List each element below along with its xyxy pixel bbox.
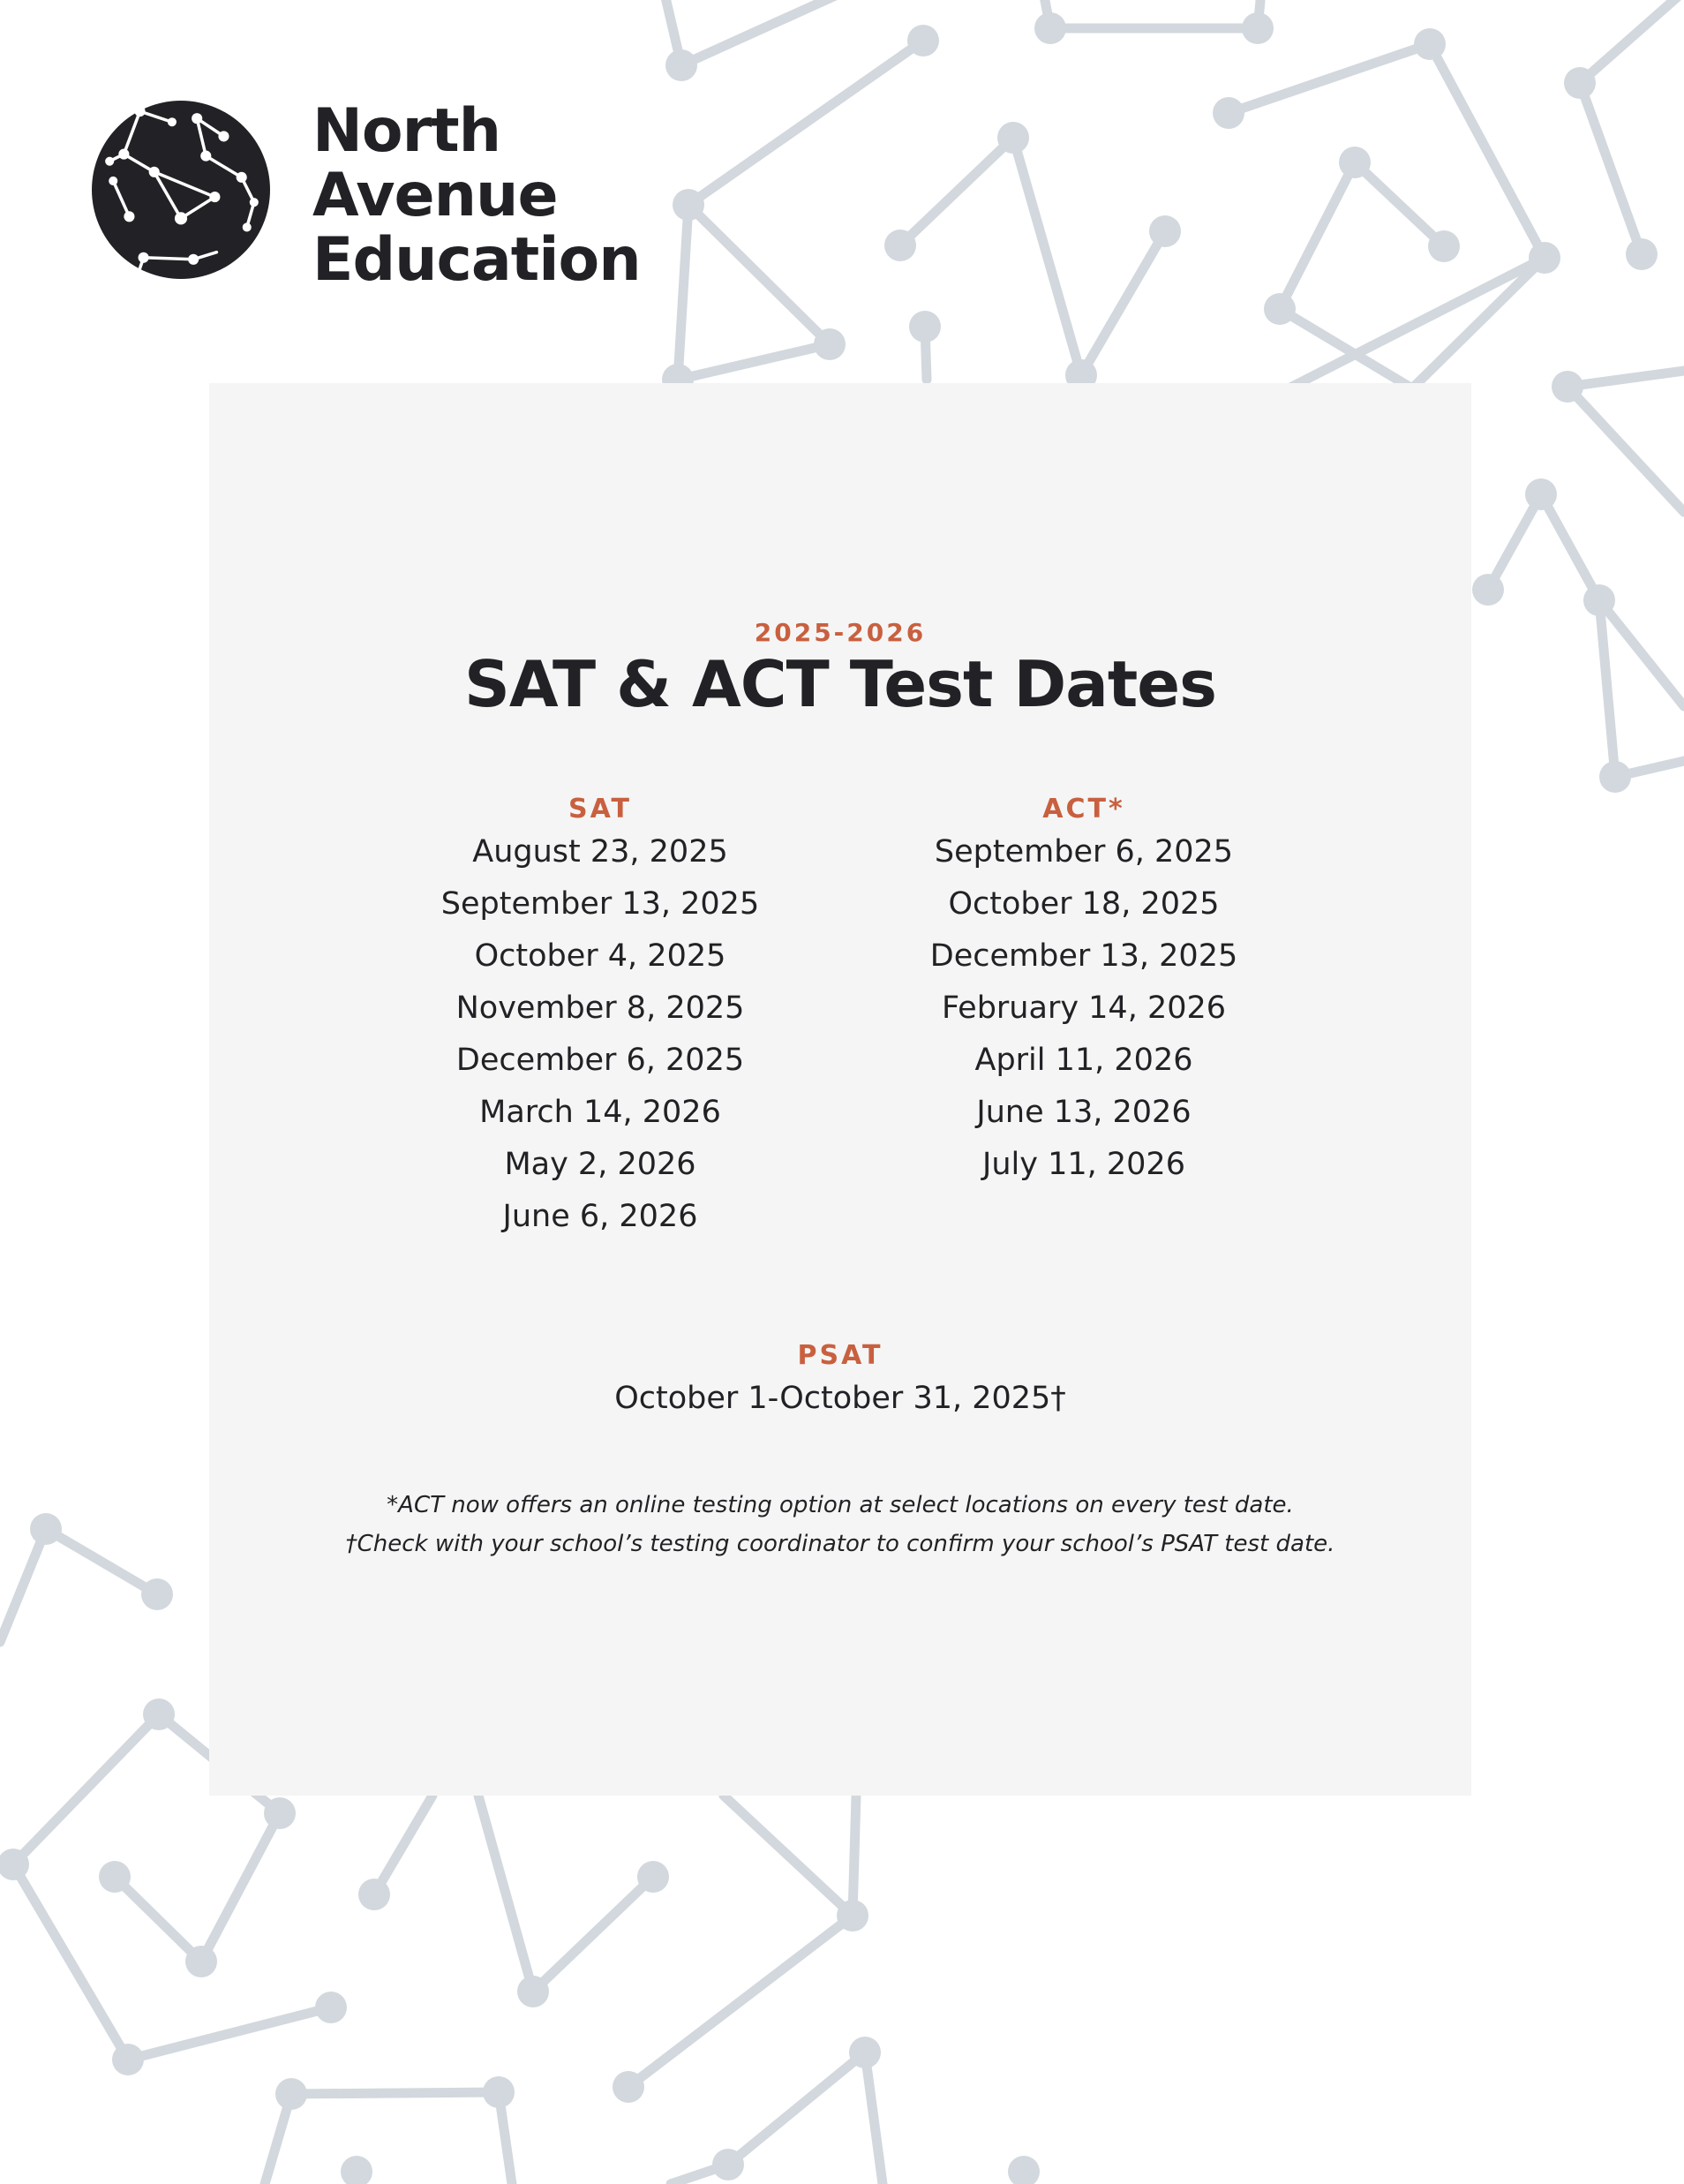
- sat-date-item: May 2, 2026: [504, 1147, 696, 1182]
- act-date-item: December 13, 2025: [929, 938, 1238, 974]
- footnotes: [209, 1486, 1471, 1563]
- sat-dates-column: [380, 793, 821, 1243]
- sat-heading: SAT: [568, 794, 632, 825]
- sat-date-item: March 14, 2026: [479, 1095, 721, 1130]
- psat-heading: PSAT: [797, 1340, 883, 1371]
- act-date-item: July 11, 2026: [982, 1147, 1185, 1182]
- page-title: SAT & ACT Test Dates: [464, 647, 1216, 721]
- footnote-psat-coordinator: †Check with your school’s testing coordinator to confirm your school’s PSAT test date.: [345, 1531, 1335, 1557]
- constellation-logo-icon: [92, 101, 270, 279]
- act-date-item: September 6, 2025: [934, 834, 1234, 870]
- act-date-item: June 13, 2026: [976, 1095, 1192, 1130]
- brand-name-line: Avenue: [312, 161, 558, 230]
- brand-name: [312, 96, 641, 295]
- act-date-item: October 18, 2025: [948, 886, 1220, 922]
- sat-date-item: December 6, 2025: [455, 1043, 745, 1078]
- school-year-label: 2025-2026: [754, 618, 927, 647]
- brand-logo: [92, 96, 641, 295]
- act-date-item: February 14, 2026: [941, 990, 1227, 1026]
- act-dates-column: [863, 793, 1304, 1191]
- test-dates-card: [209, 383, 1471, 1796]
- brand-name-line: Education: [312, 225, 641, 295]
- sat-date-item: November 8, 2025: [455, 990, 745, 1026]
- psat-date-range: October 1-October 31, 2025†: [614, 1381, 1066, 1416]
- footnote-act-online: *ACT now offers an online testing option at select locations on every test date.: [387, 1492, 1294, 1518]
- act-heading: ACT*: [1042, 794, 1125, 825]
- sat-date-item: August 23, 2025: [472, 834, 728, 870]
- act-date-list: [863, 826, 1304, 1191]
- sat-date-list: [380, 826, 821, 1243]
- sat-date-item: September 13, 2025: [440, 886, 760, 922]
- brand-name-line: North: [312, 96, 501, 166]
- sat-date-item: October 4, 2025: [474, 938, 726, 974]
- act-date-item: April 11, 2026: [974, 1043, 1193, 1078]
- sat-date-item: June 6, 2026: [502, 1199, 698, 1234]
- psat-section: [209, 1339, 1471, 1425]
